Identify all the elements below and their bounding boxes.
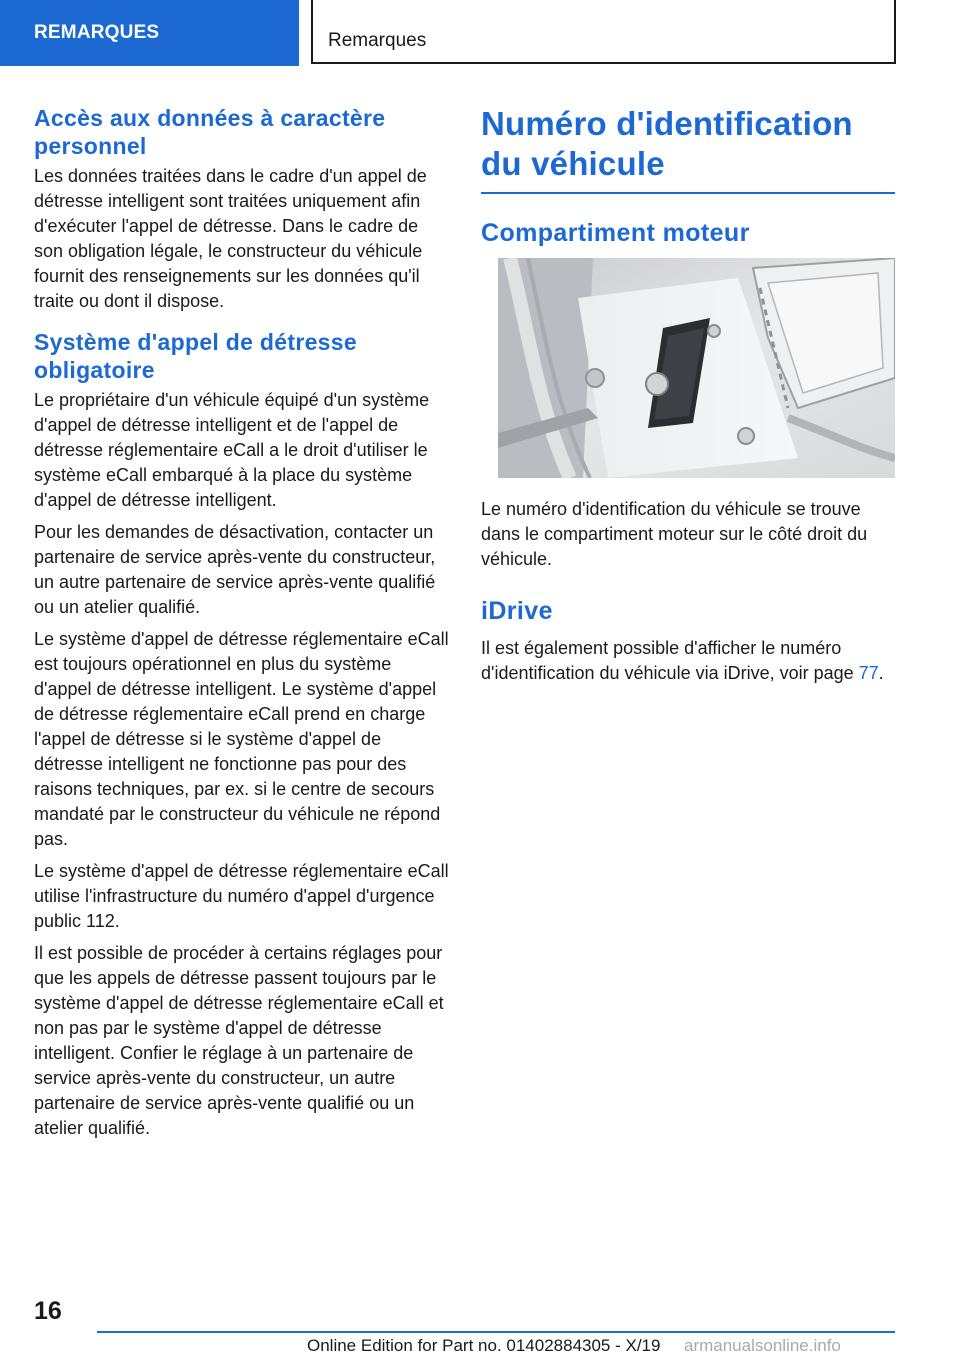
heading-personal-data-access: Accès aux données à caractère personnel [34, 105, 386, 159]
page-number: 16 [34, 1297, 62, 1325]
heading-mandatory-emergency-call: Système d'appel de détresse obligatoire [34, 329, 357, 383]
paragraph-deactivation-requests: Pour les demandes de désactivation, contacter un partenaire de service après-vente du constructeur, un autre partenaire de service après-vente qualifié ou un atelier qualifié. [34, 522, 436, 617]
watermark: armanualsonline.info [684, 1336, 841, 1355]
page-header [0, 0, 960, 66]
paragraph-vin-location: Le numéro d'identification du véhicule se trouve dans le compartiment moteur sur le côté droit du véhicule. [481, 499, 868, 569]
idrive-text: Il est également possible d'afficher le numéro d'identification du véhicule via iDrive, voir page [481, 638, 859, 683]
heading-idrive: iDrive [481, 597, 553, 625]
paragraph-ecall-settings: Il est possible de procéder à certains réglages pour que les appels de détresse passent toujours par le système d'appel de détresse réglementaire eCall et non pas par le système d'appel de détresse intelligent. Confier le réglage à un partenaire de service après-vente du constructeur, un autre partenaire de service après-vente qualifié ou un atelier qualifié. [34, 943, 444, 1138]
paragraph-personal-data: Les données traitées dans le cadre d'un appel de détresse intelligent sont traitées uniquement afin d'exécuter l'appel de détresse. Dans le cadre de son obligation légale, le constructeur du véhicule fournit des renseignements sur les données qu'il traite ou dont il dispose. [34, 166, 427, 311]
header-title-box [311, 0, 896, 64]
section-tab: REMARQUES [0, 0, 299, 66]
heading-engine-compartment: Compartiment moteur [481, 219, 750, 247]
page-reference-link[interactable]: 77 [858, 663, 879, 683]
paragraph-ecall-operational: Le système d'appel de détresse réglementaire eCall est toujours opérationnel en plus du système d'appel de détresse intelligent. Le système d'appel de détresse réglementaire eCall prend en charge l'appel de détresse si le système d'appel de détresse intelligent ne fonctionne pas pour des raisons techniques, par ex. si le centre de secours mandaté par le constructeur du véhicule ne répond pas. [34, 629, 449, 849]
paragraph-ecall-infrastructure: Le système d'appel de détresse réglementaire eCall utilise l'infrastructure du numéro d'appel d'urgence public 112. [34, 861, 449, 931]
engine-compartment-photo [498, 258, 895, 478]
heading-vin: Numéro d'identification du véhicule [481, 105, 853, 182]
footer-divider [97, 1331, 895, 1333]
paragraph-idrive [481, 636, 895, 686]
right-column [481, 100, 895, 693]
paragraph-ecall-owner-right: Le propriétaire d'un véhicule équipé d'un système d'appel de détresse intelligent et de l'appel de détresse réglementaire eCall a le droit d'utiliser le système eCall embarqué à la place du système d'appel de détresse intelligent. [34, 390, 430, 510]
edition-note: Online Edition for Part no. 01402884305 - X/19 [307, 1336, 661, 1355]
left-column [34, 100, 450, 1148]
header-title: Remarques [328, 30, 427, 51]
title-divider [481, 192, 895, 194]
idrive-text-end: . [878, 663, 884, 683]
